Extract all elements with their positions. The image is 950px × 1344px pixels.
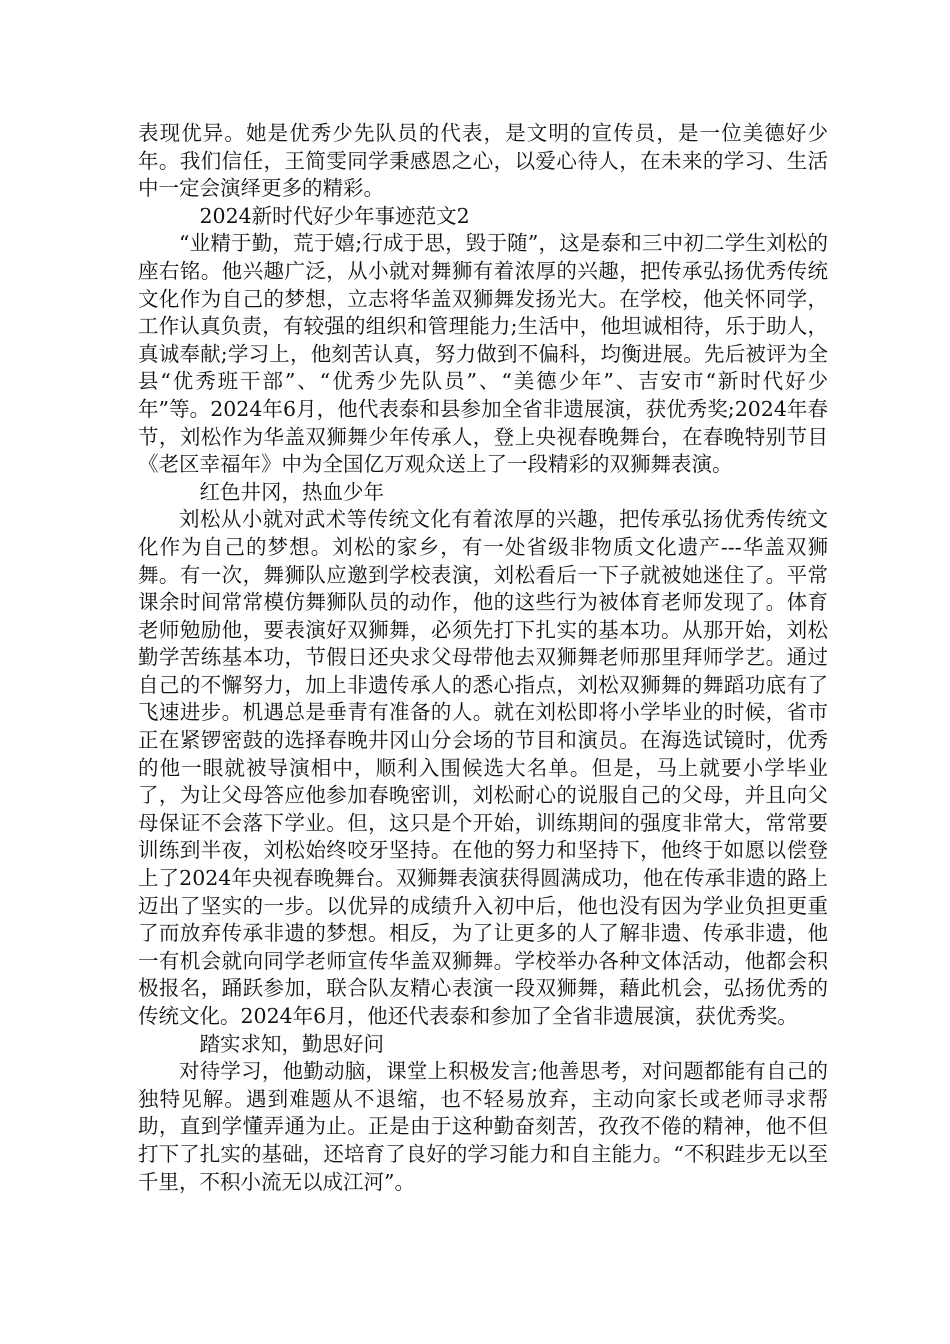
section-heading: 2024新时代好少年事迹范文2	[199, 203, 470, 228]
document-body	[138, 120, 828, 1196]
subheading-study: 踏实求知，勤思好问	[199, 1031, 384, 1056]
paragraph-continuation: 表现优异。她是优秀少先队员的代表，是文明的宣传员，是一位美德好少年。我们信任，王简雯同学秉感恩之心，以爱心待人，在未来的学习、生活中一定会演绎更多的精彩。	[138, 121, 828, 201]
paragraph-story: 刘松从小就对武术等传统文化有着浓厚的兴趣，把传承弘扬优秀传统文化作为自己的梦想。刘松的家乡，有一处省级非物质文化遗产---华盖双狮舞。有一次，舞狮队应邀到学校表演，刘松看后一下子就被她迷住了。平常课余时间常常模仿舞狮队员的动作，他的这些行为被体育老师发现了。体育老师勉励他，要表演好双狮舞，必须先打下扎实的基本功。从那开始，刘松勤学苦练基本功，节假日还央求父母带他去双狮舞老师那里拜师学艺。通过自己的不懈努力，加上非遗传承人的悉心指点，刘松双狮舞的舞蹈功底有了飞速进步。机遇总是垂青有准备的人。就在刘松即将小学毕业的时候，省市正在紧锣密鼓的选择春晚井冈山分会场的节目和演员。在海选试镜时，优秀的他一眼就被导演相中，顺利入围候选大名单。但是，马上就要小学毕业了，为让父母答应他参加春晚密训，刘松耐心的说服自己的父母，并且向父母保证不会落下学业。但，这只是个开始，训练期间的强度非常大，常常要训练到半夜，刘松始终咬牙坚持。在他的努力和坚持下，他终于如愿以偿登上了2024年央视春晚舞台。双狮舞表演获得圆满成功，他在传承非遗的路上迈出了坚实的一步。以优异的成绩升入初中后，他也没有因为学业负担更重了而放弃传承非遗的梦想。相反，为了让更多的人了解非遗、传承非遗，他一有机会就向同学老师宣传华盖双狮舞。学校举办各种文体活动，他都会积极报名，踊跃参加，联合队友精心表演一段双狮舞，藉此机会，弘扬优秀的传统文化。2024年6月，他还代表泰和参加了全省非遗展演，获优秀奖。	[138, 507, 828, 1028]
paragraph-study: 对待学习，他勤动脑，课堂上积极发言;他善思考，对问题都能有自己的独特见解。遇到难题从不退缩，也不轻易放弃，主动向家长或老师寻求帮助，直到学懂弄通为止。正是由于这种勤奋刻苦，孜孜不倦的精神，他不但打下了扎实的基础，还培育了良好的学习能力和自主能力。“不积跬步无以至千里，不积小流无以成江河”。	[138, 1059, 828, 1194]
paragraph-intro: “业精于勤，荒于嬉;行成于思，毁于随”，这是泰和三中初二学生刘松的座右铭。他兴趣广泛，从小就对舞狮有着浓厚的兴趣，把传承弘扬优秀传统文化作为自己的梦想，立志将华盖双狮舞发扬光大。在学校，他关怀同学，工作认真负责，有较强的组织和管理能力;生活中，他坦诚相待，乐于助人，真诚奉献;学习上，他刻苦认真，努力做到不偏科，均衡进展。先后被评为全县“优秀班干部”、“优秀少先队员”、“美德少年”、吉安市“新时代好少年”等。2024年6月，他代表泰和县参加全省非遗展演，获优秀奖;2024年春节，刘松作为华盖双狮舞少年传承人，登上央视春晚舞台，在春晚特别节目《老区幸福年》中为全国亿万观众送上了一段精彩的双狮舞表演。	[138, 231, 828, 477]
subheading-red-jinggang: 红色井冈，热血少年	[199, 479, 384, 504]
